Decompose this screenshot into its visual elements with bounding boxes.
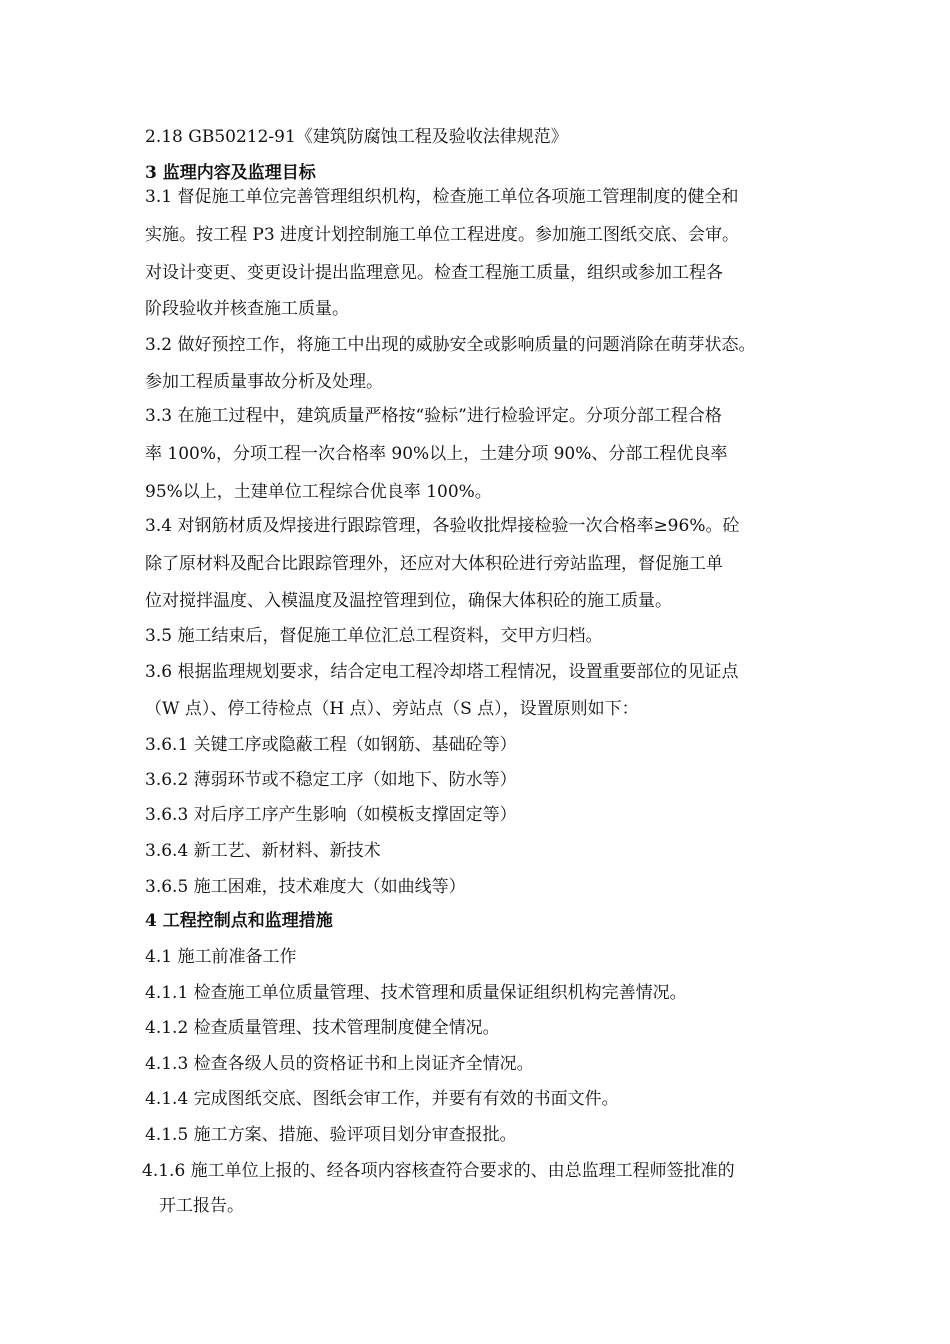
text-line-3-1-b: 实施。按工程 P3 进度计划控制施工单位工程进度。参加施工图纸交底、会审。 — [145, 225, 740, 245]
section-heading-4: 4 工程控制点和监理措施 — [145, 911, 333, 931]
text-line-4-1: 4.1 施工前准备工作 — [145, 947, 297, 967]
text-line-standard-2-18: 2.18 GB50212-91《建筑防腐蚀工程及验收法律规范》 — [145, 127, 568, 147]
text-line-4-1-3: 4.1.3 检查各级人员的资格证书和上岗证齐全情况。 — [145, 1054, 534, 1074]
text-line-3-6-4: 3.6.4 新工艺、新材料、新技术 — [145, 841, 381, 861]
section-heading-3: 3 监理内容及监理目标 — [145, 163, 316, 183]
text-line-4-1-6-a: 4.1.6 施工单位上报的、经各项内容核查符合要求的、由总监理工程师签批准的 — [142, 1161, 735, 1181]
text-line-4-1-6-b: 开工报告。 — [159, 1196, 244, 1216]
text-line-3-6-a: 3.6 根据监理规划要求，结合定电工程冷却塔工程情况，设置重要部位的见证点 — [145, 662, 739, 682]
text-line-3-2-b: 参加工程质量事故分析及处理。 — [145, 372, 383, 392]
text-line-4-1-5: 4.1.5 施工方案、措施、验评项目划分审查报批。 — [145, 1125, 517, 1145]
text-line-3-6-1: 3.6.1 关键工序或隐蔽工程（如钢筋、基础砼等） — [145, 735, 517, 755]
text-line-3-6-3: 3.6.3 对后序工序产生影响（如模板支撑固定等） — [145, 805, 517, 825]
text-line-3-4-b: 除了原材料及配合比跟踪管理外，还应对大体积砼进行旁站监理，督促施工单 — [145, 554, 723, 574]
text-line-3-6-5: 3.6.5 施工困难，技术难度大（如曲线等） — [145, 877, 466, 897]
text-line-4-1-1: 4.1.1 检查施工单位质量管理、技术管理和质量保证组织机构完善情况。 — [145, 983, 687, 1003]
text-line-3-6-2: 3.6.2 薄弱环节或不稳定工序（如地下、防水等） — [145, 770, 517, 790]
text-line-3-3-b: 率 100%，分项工程一次合格率 90%以上，土建分项 90%、分部工程优良率 — [145, 444, 728, 464]
text-line-3-3-a: 3.3 在施工过程中，建筑质量严格按“验标”进行检验评定。分项分部工程合格 — [145, 406, 722, 426]
text-line-3-1-c: 对设计变更、变更设计提出监理意见。检查工程施工质量，组织或参加工程各 — [145, 263, 723, 283]
text-line-3-3-c: 95%以上，土建单位工程综合优良率 100%。 — [145, 482, 492, 502]
text-line-3-6-b: （W 点）、停工待检点（H 点）、旁站点（S 点），设置原则如下： — [145, 699, 639, 719]
text-line-3-1-a: 3.1 督促施工单位完善管理组织机构，检查施工单位各项施工管理制度的健全和 — [145, 187, 739, 207]
text-line-4-1-4: 4.1.4 完成图纸交底、图纸会审工作，并要有有效的书面文件。 — [145, 1089, 619, 1109]
text-line-3-4-c: 位对搅拌温度、入模温度及温控管理到位，确保大体积砼的施工质量。 — [145, 591, 672, 611]
text-line-3-2-a: 3.2 做好预控工作，将施工中出现的威胁安全或影响质量的问题消除在萌芽状态。 — [145, 335, 756, 355]
text-line-3-5: 3.5 施工结束后，督促施工单位汇总工程资料，交甲方归档。 — [145, 626, 603, 646]
text-line-3-4-a: 3.4 对钢筋材质及焊接进行跟踪管理，各验收批焊接检验一次合格率≥96%。砼 — [145, 516, 740, 536]
text-line-4-1-2: 4.1.2 检查质量管理、技术管理制度健全情况。 — [145, 1018, 500, 1038]
text-line-3-1-d: 阶段验收并核查施工质量。 — [145, 299, 349, 319]
